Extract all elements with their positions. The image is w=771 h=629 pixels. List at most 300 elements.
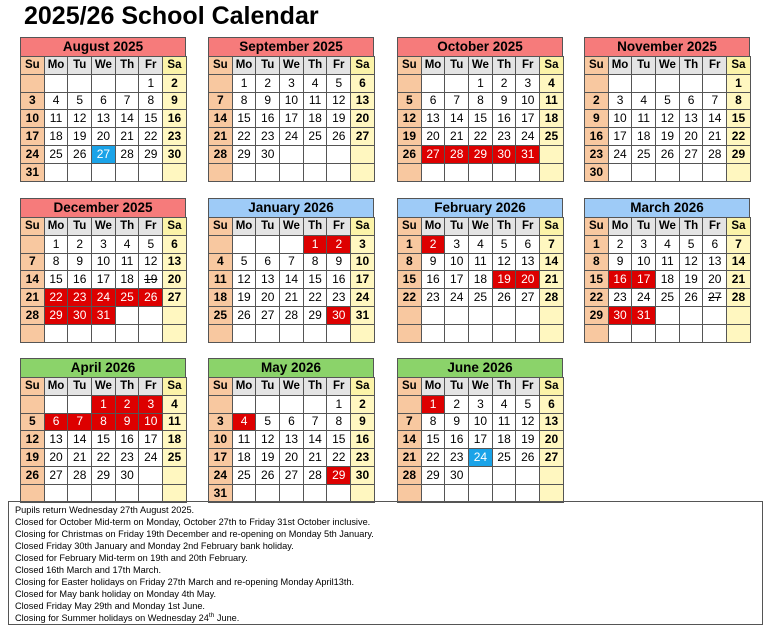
day-cell: 4 xyxy=(632,92,656,110)
day-cell: 28 xyxy=(21,306,45,324)
day-cell: 13 xyxy=(421,110,445,128)
day-cell xyxy=(115,306,139,324)
day-cell xyxy=(21,395,45,413)
day-cell: 5 xyxy=(256,413,280,431)
day-cell: 24 xyxy=(632,289,656,307)
day-cell: 3 xyxy=(280,74,304,92)
month-title: March 2026 xyxy=(584,198,750,218)
day-cell xyxy=(327,324,351,342)
day-cell xyxy=(445,306,469,324)
weekday-header: We xyxy=(469,378,493,396)
weekday-header: Mo xyxy=(608,218,632,236)
weekday-header: Th xyxy=(115,378,139,396)
day-cell xyxy=(398,324,422,342)
day-cell: 14 xyxy=(209,110,233,128)
day-cell: 1 xyxy=(727,74,751,92)
weekday-header: Tu xyxy=(632,57,656,75)
day-cell: 12 xyxy=(232,271,256,289)
weekday-header: Su xyxy=(585,57,609,75)
day-cell: 12 xyxy=(21,431,45,449)
day-cell: 10 xyxy=(280,92,304,110)
day-cell: 30 xyxy=(68,306,92,324)
day-cell: 22 xyxy=(727,128,751,146)
month-title: June 2026 xyxy=(397,358,563,378)
day-cell xyxy=(445,163,469,181)
day-cell: 9 xyxy=(608,253,632,271)
note-line: Closed for May bank holiday on Monday 4th May. xyxy=(15,589,217,599)
day-cell: 7 xyxy=(115,92,139,110)
day-cell: 9 xyxy=(256,92,280,110)
weekday-header: Sa xyxy=(163,57,187,75)
day-cell xyxy=(585,74,609,92)
day-cell: 5 xyxy=(68,92,92,110)
day-cell xyxy=(232,484,256,502)
day-cell: 15 xyxy=(469,110,493,128)
day-cell: 18 xyxy=(632,128,656,146)
day-cell: 22 xyxy=(303,289,327,307)
day-cell: 27 xyxy=(44,466,68,484)
day-cell xyxy=(327,163,351,181)
day-cell: 13 xyxy=(92,110,116,128)
day-cell: 30 xyxy=(327,306,351,324)
day-cell: 7 xyxy=(703,92,727,110)
day-cell: 20 xyxy=(540,431,564,449)
page-title: 2025/26 School Calendar xyxy=(24,2,319,30)
month-calendar xyxy=(208,358,374,503)
day-cell xyxy=(280,484,304,502)
day-cell: 24 xyxy=(516,128,540,146)
day-cell: 1 xyxy=(232,74,256,92)
day-cell xyxy=(68,324,92,342)
day-cell: 13 xyxy=(679,110,703,128)
day-cell xyxy=(398,74,422,92)
day-cell: 3 xyxy=(92,235,116,253)
day-cell: 21 xyxy=(703,128,727,146)
day-cell: 24 xyxy=(445,289,469,307)
day-cell: 12 xyxy=(492,253,516,271)
month-title: August 2025 xyxy=(20,37,186,57)
day-cell: 14 xyxy=(445,110,469,128)
day-cell: 7 xyxy=(68,413,92,431)
day-cell: 12 xyxy=(516,413,540,431)
month-calendar xyxy=(208,198,374,343)
day-cell xyxy=(44,395,68,413)
day-cell: 25 xyxy=(656,289,680,307)
day-cell xyxy=(139,163,163,181)
day-cell: 15 xyxy=(585,271,609,289)
day-cell xyxy=(256,163,280,181)
day-cell: 15 xyxy=(303,271,327,289)
day-cell: 22 xyxy=(421,449,445,467)
day-cell xyxy=(656,74,680,92)
weekday-header: We xyxy=(656,218,680,236)
weekday-header: We xyxy=(280,378,304,396)
weekday-header: Sa xyxy=(163,378,187,396)
month-calendar xyxy=(397,37,563,182)
day-cell xyxy=(679,74,703,92)
day-cell xyxy=(280,163,304,181)
day-cell: 22 xyxy=(398,289,422,307)
day-cell: 15 xyxy=(327,431,351,449)
day-cell: 25 xyxy=(163,449,187,467)
day-cell: 16 xyxy=(327,271,351,289)
day-cell: 8 xyxy=(303,253,327,271)
day-cell xyxy=(445,74,469,92)
day-cell: 27 xyxy=(703,289,727,307)
day-cell: 3 xyxy=(608,92,632,110)
weekday-header: Su xyxy=(21,378,45,396)
day-cell xyxy=(632,163,656,181)
day-cell xyxy=(139,306,163,324)
day-cell xyxy=(163,466,187,484)
day-cell: 28 xyxy=(280,306,304,324)
day-cell xyxy=(327,145,351,163)
day-cell: 13 xyxy=(163,253,187,271)
day-cell: 30 xyxy=(445,466,469,484)
day-cell xyxy=(703,306,727,324)
day-cell: 28 xyxy=(703,145,727,163)
day-cell: 29 xyxy=(421,466,445,484)
day-cell xyxy=(421,484,445,502)
day-cell: 8 xyxy=(139,92,163,110)
day-cell: 25 xyxy=(115,289,139,307)
day-cell: 22 xyxy=(139,128,163,146)
day-cell: 10 xyxy=(351,253,375,271)
note-line: Closed Friday May 29th and Monday 1st June. xyxy=(15,601,205,611)
weekday-header: We xyxy=(92,218,116,236)
day-cell xyxy=(232,395,256,413)
day-cell xyxy=(21,235,45,253)
day-cell xyxy=(727,163,751,181)
day-cell: 23 xyxy=(351,449,375,467)
day-cell: 22 xyxy=(327,449,351,467)
day-cell xyxy=(469,306,493,324)
day-cell xyxy=(656,306,680,324)
day-cell: 2 xyxy=(492,74,516,92)
day-cell xyxy=(632,324,656,342)
day-cell xyxy=(351,163,375,181)
day-cell: 9 xyxy=(351,413,375,431)
day-cell: 19 xyxy=(656,128,680,146)
day-cell: 6 xyxy=(421,92,445,110)
day-cell: 14 xyxy=(303,431,327,449)
day-cell xyxy=(516,466,540,484)
day-cell xyxy=(139,484,163,502)
day-cell: 28 xyxy=(540,289,564,307)
weekday-header: Su xyxy=(398,218,422,236)
weekday-header: Th xyxy=(679,218,703,236)
day-cell xyxy=(540,145,564,163)
month-title: December 2025 xyxy=(20,198,186,218)
day-cell xyxy=(256,484,280,502)
day-cell xyxy=(421,324,445,342)
weekday-header: Th xyxy=(303,218,327,236)
day-cell: 17 xyxy=(516,110,540,128)
day-cell: 18 xyxy=(656,271,680,289)
day-cell: 4 xyxy=(209,253,233,271)
day-cell: 1 xyxy=(585,235,609,253)
day-cell: 3 xyxy=(516,74,540,92)
day-cell: 3 xyxy=(209,413,233,431)
month-title: May 2026 xyxy=(208,358,374,378)
day-cell xyxy=(139,466,163,484)
day-cell xyxy=(44,74,68,92)
month-calendar xyxy=(584,37,750,182)
day-cell: 30 xyxy=(351,466,375,484)
day-cell: 12 xyxy=(656,110,680,128)
day-cell: 9 xyxy=(585,110,609,128)
day-cell: 3 xyxy=(469,395,493,413)
day-cell: 4 xyxy=(469,235,493,253)
day-cell: 13 xyxy=(280,431,304,449)
day-cell xyxy=(469,163,493,181)
day-cell: 27 xyxy=(163,289,187,307)
day-cell: 17 xyxy=(469,431,493,449)
day-cell: 31 xyxy=(351,306,375,324)
day-cell: 11 xyxy=(303,92,327,110)
weekday-header: Su xyxy=(585,218,609,236)
day-cell: 24 xyxy=(209,466,233,484)
day-cell: 10 xyxy=(445,253,469,271)
day-cell: 14 xyxy=(68,431,92,449)
day-cell xyxy=(492,163,516,181)
day-cell: 2 xyxy=(421,235,445,253)
day-cell xyxy=(303,324,327,342)
day-cell: 26 xyxy=(656,145,680,163)
day-cell xyxy=(209,74,233,92)
day-cell xyxy=(445,484,469,502)
day-cell: 28 xyxy=(398,466,422,484)
note-line: Closed for October Mid-term on Monday, October 27th to Friday 31st October inclusive. xyxy=(15,517,371,527)
day-cell: 6 xyxy=(540,395,564,413)
day-cell xyxy=(585,324,609,342)
day-cell: 8 xyxy=(727,92,751,110)
day-cell xyxy=(280,324,304,342)
day-cell: 29 xyxy=(92,466,116,484)
day-cell: 16 xyxy=(163,110,187,128)
day-cell: 31 xyxy=(21,163,45,181)
day-cell: 4 xyxy=(492,395,516,413)
day-cell: 20 xyxy=(703,271,727,289)
day-cell: 21 xyxy=(280,289,304,307)
weekday-header: Mo xyxy=(421,57,445,75)
day-cell: 15 xyxy=(727,110,751,128)
day-cell xyxy=(92,484,116,502)
day-cell: 4 xyxy=(232,413,256,431)
day-cell xyxy=(421,74,445,92)
day-cell: 10 xyxy=(209,431,233,449)
day-cell: 18 xyxy=(163,431,187,449)
day-cell: 23 xyxy=(327,289,351,307)
day-cell: 26 xyxy=(679,289,703,307)
day-cell: 20 xyxy=(163,271,187,289)
day-cell: 8 xyxy=(92,413,116,431)
day-cell: 6 xyxy=(351,74,375,92)
day-cell: 4 xyxy=(44,92,68,110)
day-cell: 7 xyxy=(398,413,422,431)
day-cell: 5 xyxy=(656,92,680,110)
day-cell: 4 xyxy=(656,235,680,253)
day-cell: 27 xyxy=(516,289,540,307)
day-cell: 4 xyxy=(163,395,187,413)
weekday-header: Mo xyxy=(421,218,445,236)
day-cell: 23 xyxy=(256,128,280,146)
day-cell: 8 xyxy=(44,253,68,271)
day-cell: 26 xyxy=(492,289,516,307)
day-cell xyxy=(68,74,92,92)
day-cell: 31 xyxy=(209,484,233,502)
day-cell: 3 xyxy=(139,395,163,413)
day-cell: 10 xyxy=(139,413,163,431)
day-cell: 21 xyxy=(445,128,469,146)
day-cell: 11 xyxy=(540,92,564,110)
day-cell: 14 xyxy=(280,271,304,289)
day-cell: 16 xyxy=(421,271,445,289)
day-cell: 12 xyxy=(679,253,703,271)
weekday-header: Tu xyxy=(632,218,656,236)
month-calendar xyxy=(20,198,186,343)
weekday-header: Mo xyxy=(232,218,256,236)
day-cell: 15 xyxy=(232,110,256,128)
day-cell: 30 xyxy=(256,145,280,163)
day-cell: 18 xyxy=(209,289,233,307)
month-title: January 2026 xyxy=(208,198,374,218)
day-cell: 7 xyxy=(280,253,304,271)
day-cell: 25 xyxy=(632,145,656,163)
weekday-header: Mo xyxy=(421,378,445,396)
day-cell: 30 xyxy=(608,306,632,324)
day-cell xyxy=(303,395,327,413)
day-cell: 5 xyxy=(516,395,540,413)
day-cell: 17 xyxy=(139,431,163,449)
day-cell: 28 xyxy=(209,145,233,163)
day-cell xyxy=(163,163,187,181)
day-cell xyxy=(492,324,516,342)
day-cell: 6 xyxy=(256,253,280,271)
weekday-header: Tu xyxy=(68,218,92,236)
day-cell: 19 xyxy=(139,271,163,289)
day-cell: 1 xyxy=(469,74,493,92)
day-cell xyxy=(398,163,422,181)
day-cell: 20 xyxy=(679,128,703,146)
day-cell: 27 xyxy=(351,128,375,146)
day-cell: 14 xyxy=(727,253,751,271)
day-cell: 27 xyxy=(92,145,116,163)
day-cell: 19 xyxy=(256,449,280,467)
day-cell: 23 xyxy=(163,128,187,146)
weekday-header: Su xyxy=(209,378,233,396)
day-cell: 29 xyxy=(727,145,751,163)
day-cell: 6 xyxy=(703,235,727,253)
day-cell: 6 xyxy=(280,413,304,431)
day-cell xyxy=(469,484,493,502)
day-cell: 22 xyxy=(469,128,493,146)
day-cell: 2 xyxy=(608,235,632,253)
day-cell: 17 xyxy=(21,128,45,146)
weekday-header: Fr xyxy=(139,378,163,396)
day-cell: 2 xyxy=(163,74,187,92)
day-cell xyxy=(656,163,680,181)
weekday-header: Sa xyxy=(351,57,375,75)
day-cell: 29 xyxy=(303,306,327,324)
day-cell xyxy=(492,306,516,324)
day-cell: 21 xyxy=(115,128,139,146)
weekday-header: Sa xyxy=(351,378,375,396)
day-cell: 24 xyxy=(280,128,304,146)
day-cell: 4 xyxy=(540,74,564,92)
day-cell: 26 xyxy=(327,128,351,146)
weekday-header: Tu xyxy=(68,57,92,75)
month-title: October 2025 xyxy=(397,37,563,57)
day-cell xyxy=(44,324,68,342)
weekday-header: Tu xyxy=(445,57,469,75)
day-cell: 15 xyxy=(92,431,116,449)
weekday-header: Tu xyxy=(256,57,280,75)
day-cell xyxy=(492,466,516,484)
day-cell: 9 xyxy=(115,413,139,431)
day-cell xyxy=(256,395,280,413)
day-cell: 9 xyxy=(421,253,445,271)
day-cell: 5 xyxy=(21,413,45,431)
weekday-header: We xyxy=(280,218,304,236)
day-cell xyxy=(209,163,233,181)
weekday-header: Sa xyxy=(540,378,564,396)
day-cell xyxy=(256,235,280,253)
day-cell: 17 xyxy=(608,128,632,146)
month-calendar xyxy=(208,37,374,182)
day-cell: 5 xyxy=(679,235,703,253)
day-cell xyxy=(21,324,45,342)
day-cell: 6 xyxy=(163,235,187,253)
day-cell xyxy=(540,324,564,342)
day-cell: 28 xyxy=(727,289,751,307)
weekday-header: Sa xyxy=(163,218,187,236)
day-cell: 15 xyxy=(398,271,422,289)
day-cell: 2 xyxy=(256,74,280,92)
weekday-header: Mo xyxy=(44,378,68,396)
day-cell: 22 xyxy=(585,289,609,307)
day-cell: 25 xyxy=(232,466,256,484)
day-cell: 4 xyxy=(115,235,139,253)
day-cell xyxy=(540,484,564,502)
day-cell: 21 xyxy=(727,271,751,289)
day-cell xyxy=(679,324,703,342)
day-cell: 22 xyxy=(232,128,256,146)
day-cell: 18 xyxy=(540,110,564,128)
day-cell: 11 xyxy=(44,110,68,128)
day-cell xyxy=(398,306,422,324)
weekday-header: Fr xyxy=(327,57,351,75)
month-calendar xyxy=(20,37,186,182)
day-cell: 3 xyxy=(351,235,375,253)
day-cell: 12 xyxy=(139,253,163,271)
day-cell xyxy=(68,484,92,502)
day-cell: 14 xyxy=(115,110,139,128)
day-cell: 1 xyxy=(44,235,68,253)
month-title: November 2025 xyxy=(584,37,750,57)
day-cell: 29 xyxy=(232,145,256,163)
day-cell: 18 xyxy=(469,271,493,289)
day-cell: 11 xyxy=(209,271,233,289)
day-cell: 1 xyxy=(327,395,351,413)
month-title: September 2025 xyxy=(208,37,374,57)
day-cell: 24 xyxy=(21,145,45,163)
day-cell: 10 xyxy=(516,92,540,110)
day-cell: 7 xyxy=(209,92,233,110)
weekday-header: Mo xyxy=(44,218,68,236)
weekday-header: Th xyxy=(303,378,327,396)
weekday-header: Fr xyxy=(516,378,540,396)
